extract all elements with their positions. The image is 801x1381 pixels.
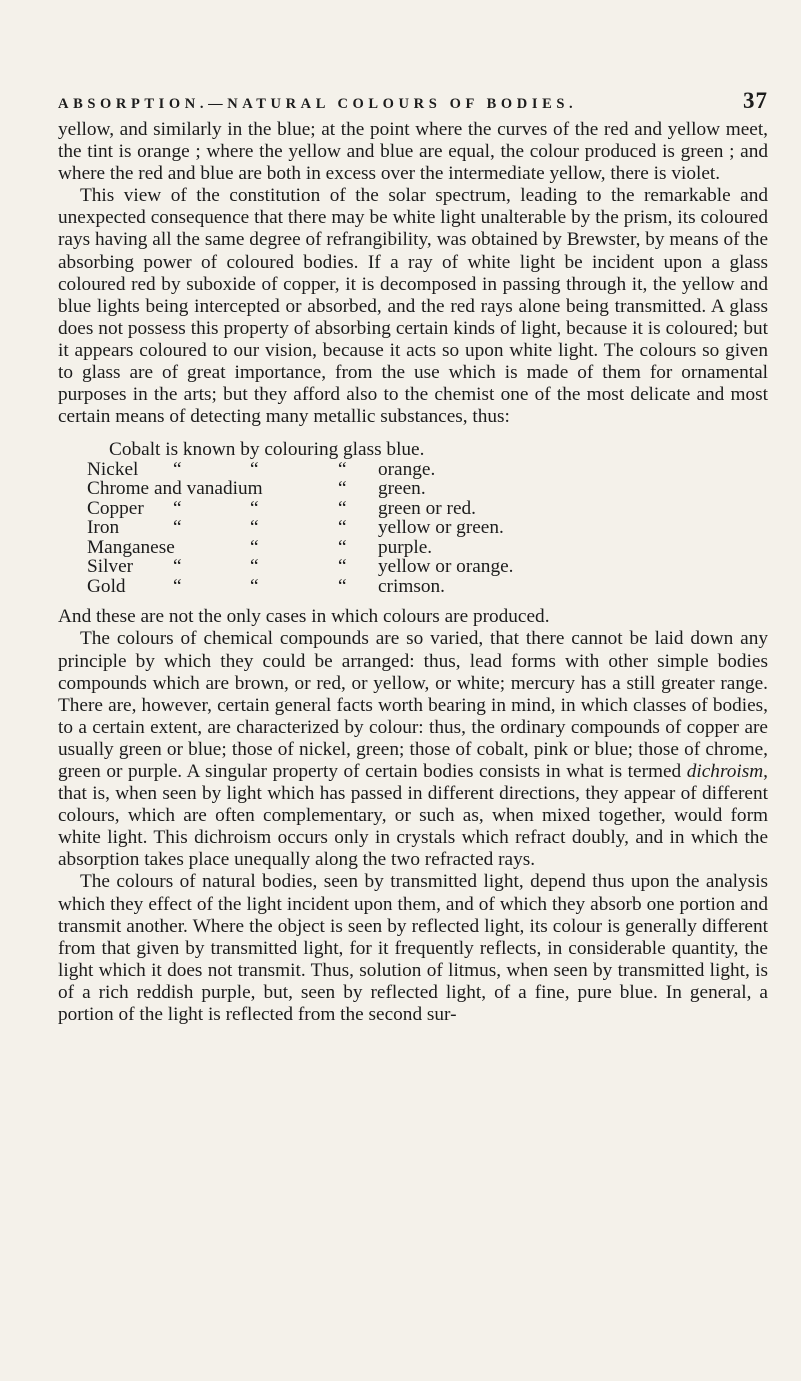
- metal-name: Iron: [87, 517, 120, 539]
- ditto-mark: “: [250, 575, 259, 597]
- ditto-mark: “: [338, 536, 347, 558]
- metal-name: Copper: [87, 497, 144, 519]
- book-page: [58, 88, 768, 1026]
- colour-value: green.: [378, 478, 426, 500]
- paragraph-dichroism: [58, 628, 768, 871]
- paragraph-natural-bodies: The colours of natural bodies, seen by transmitted light, depend thus upon the analysis which they effect of the light incident upon them, and of which they absorb one portion and transmit another. Where the object is seen by reflected light, its colour is generally different from that given by transmitted light, for it frequently reflects, in considerable quantity, the light which it does not transmit. Thus, solution of litmus, when seen by transmitted light, is of a rich reddish purple, but, seen by reflected light, of a fine, pure blue. In general, a portion of the light is reflected from the second sur-: [58, 871, 768, 1025]
- table-row: [87, 518, 768, 538]
- paragraph-continued: yellow, and similarly in the blue; at the point where the curves of the red and yellow meet, the tint is orange ; where the yellow and blue are equal, the colour produced is green ; and where the red and blue are both in excess over the intermediate yellow, there is violet.: [58, 119, 768, 185]
- ditto-mark: “: [338, 517, 347, 539]
- colour-value: green or red.: [378, 497, 476, 519]
- table-row: [87, 538, 768, 558]
- ditto-mark: “: [338, 497, 347, 519]
- ditto-mark: “: [250, 556, 259, 578]
- paragraph-brewster: This view of the constitution of the solar spectrum, leading to the remarkable and unexpected consequence that there may be white light unalterable by the prism, its coloured rays having all the same degree of refrangibility, was obtained by Brewster, by means of the absorbing power of coloured bodies. If a ray of white light be incident upon a glass coloured red by suboxide of copper, it is decomposed in passing through it, the yellow and blue lights being intercepted or absorbed, and the red rays alone being transmitted. A glass does not possess this property of absorbing certain kinds of light, because it is coloured; but it appears coloured to our vision, because it acts so upon white light. The colours so given to glass are of great importance, from the use which is made of them for ornamental purposes in the arts; but they afford also to the chemist one of the most delicate and most certain means of detecting many metallic substances, thus:: [58, 185, 768, 428]
- ditto-mark: “: [173, 497, 182, 519]
- metal-name: Manganese: [87, 536, 175, 558]
- metal-name: Chrome and vanadium: [87, 478, 263, 500]
- page-number: 37: [743, 88, 768, 113]
- table-rows: [87, 460, 768, 597]
- metal-name: Nickel: [87, 458, 139, 480]
- colour-value: crimson.: [378, 575, 445, 597]
- colour-value: yellow or orange.: [378, 556, 514, 578]
- metal-colour-table: [87, 440, 768, 596]
- ditto-mark: “: [250, 497, 259, 519]
- ditto-mark: “: [338, 575, 347, 597]
- ditto-mark: “: [250, 458, 259, 480]
- page-header: [58, 88, 768, 116]
- table-row: [87, 577, 768, 597]
- ditto-mark: “: [250, 536, 259, 558]
- ditto-mark: “: [173, 517, 182, 539]
- colour-value: orange.: [378, 458, 436, 480]
- ditto-mark: “: [338, 458, 347, 480]
- ditto-mark: “: [173, 575, 182, 597]
- metal-name: Silver: [87, 556, 134, 578]
- ditto-mark: “: [338, 556, 347, 578]
- table-row: [87, 557, 768, 577]
- dichroism-text-after: , that is, when seen by light which has passed in different directions, they appear of different colours, which are often complementary, or such as, when mixed together, would form white light. This dichroism occurs only in crystals which refract doubly, and in which the absorption takes place unequally along the two refracted rays.: [58, 760, 768, 871]
- paragraph-after-table: And these are not the only cases in which colours are produced.: [58, 606, 550, 628]
- table-row: [87, 479, 768, 499]
- running-title: ABSORPTION.—NATURAL COLOURS OF BODIES.: [58, 96, 578, 112]
- ditto-mark: “: [173, 556, 182, 578]
- dichroism-term: dichroism: [686, 760, 764, 782]
- colour-value: yellow or green.: [378, 517, 504, 539]
- ditto-mark: “: [250, 517, 259, 539]
- colour-value: purple.: [378, 536, 433, 558]
- table-row: [87, 460, 768, 480]
- table-row: [87, 499, 768, 519]
- ditto-mark: “: [173, 458, 182, 480]
- dichroism-text-before: The colours of chemical compounds are so varied, that there cannot be laid down any principle by which they could be arranged: thus, lead forms with other simple bodies compounds which are brown, or red, or yellow, or white; mercury has a still greater range. There are, however, certain general facts worth bearing in mind, in which classes of bodies, to a certain extent, are characterized by colour: thus, the ordinary compounds of copper are usually green or blue; those of nickel, green; those of cobalt, pink or blue; those of chrome, green or purple. A singular property of certain bodies consists in what is termed: [58, 628, 768, 782]
- ditto-mark: “: [338, 478, 347, 500]
- page-body: [58, 119, 768, 1026]
- metal-name: Gold: [87, 575, 126, 597]
- table-intro: Cobalt is known by colouring glass blue.: [109, 439, 425, 461]
